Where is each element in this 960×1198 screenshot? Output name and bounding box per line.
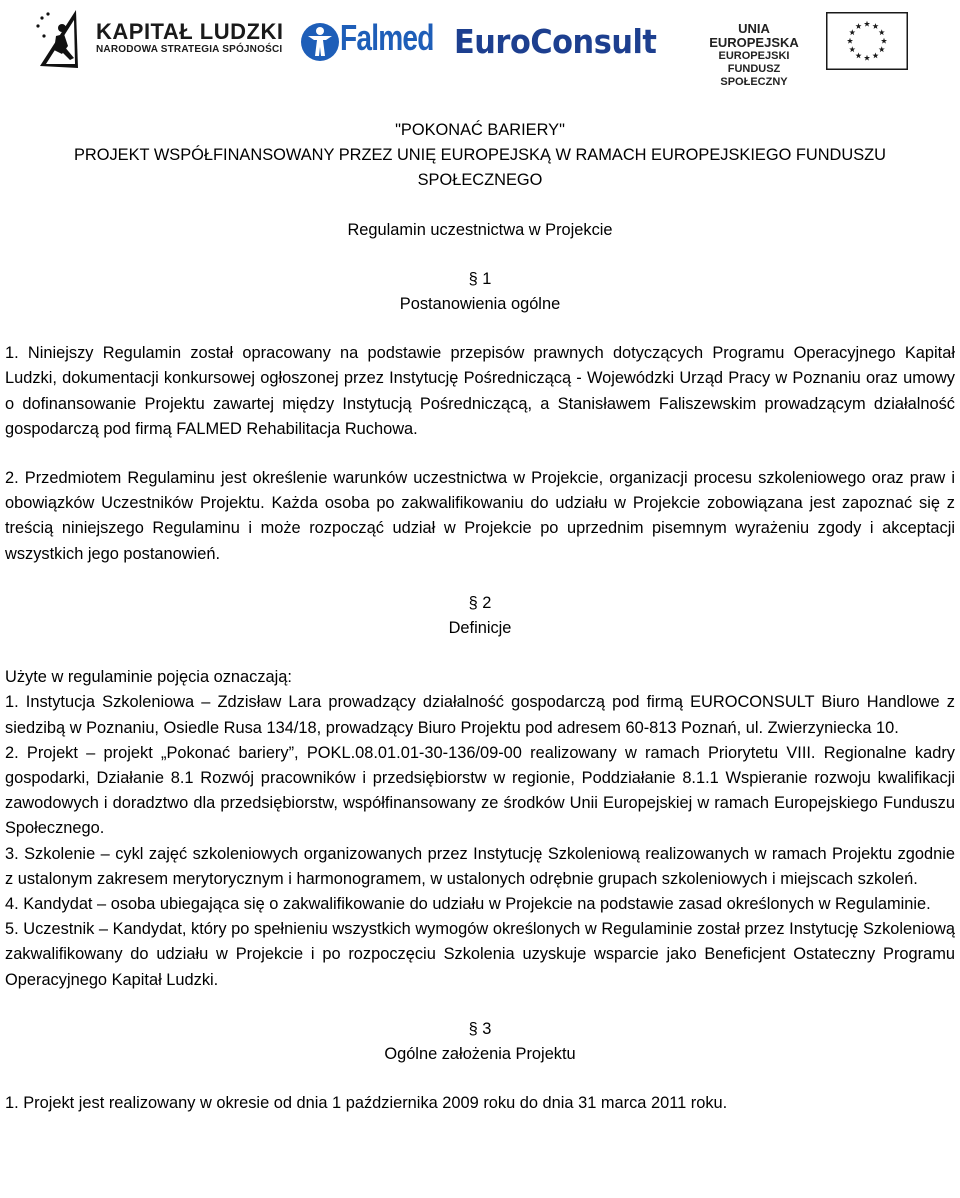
paragraph: 1. Niniejszy Regulamin został opracowany na podstawie przepisów prawnych dotyczących Programu Operacyjnego Kapitał Ludzki, dokumentacji konkursowej ogłoszonej przez Instytucję Pośredniczącą - Wojewódzki Urząd Pracy w Poznaniu oraz umowy o dofinansowanie Projektu zawartej między Instytucją Pośredniczącą, a Stanisławem Faliszewskim prowadzącym działalność gospodarczą pod firmą FALMED Rehabilitacja Ruchowa. bbox=[5, 344, 955, 438]
section-sign: § 1 bbox=[468, 269, 492, 288]
section-1 bbox=[5, 267, 955, 567]
section-sign: § 2 bbox=[468, 593, 492, 612]
kapital-ludzki-subtitle: NARODOWA STRATEGIA SPÓJNOŚCI bbox=[96, 44, 283, 55]
unia-line2: EUROPEJSKI bbox=[718, 50, 790, 62]
unia-line1: UNIA EUROPEJSKA bbox=[709, 21, 799, 50]
definition-item: 5. Uczestnik – Kandydat, który po spełnieniu wszystkich wymogów określonych w Regulaminie został przez Instytucję Szkoleniową zakwalifikowany do udziału w Projekcie i po rozpoczęciu Szkolenia uzyskuje wsparcie jako Beneficjent Ostateczny Programu Operacyjnego Kapitał Ludzki. bbox=[5, 920, 955, 989]
definition-item: 4. Kandydat – osoba ubiegająca się o zakwalifikowanie do udziału w Projekcie na podstawie zasad określonych w Regulaminie. bbox=[5, 895, 931, 914]
definition-item: 1. Instytucja Szkoleniowa – Zdzisław Lara prowadzący działalność gospodarczą pod firmą EUROCONSULT Biuro Handlowe z siedzibą w Poznaniu, Osiedle Rusa 134/18, prowadzący Biuro Projektu pod adresem 60-813 Poznań, ul. Zwierzyniecka 10. bbox=[5, 693, 955, 737]
definition-item: 3. Szkolenie – cykl zajęć szkoleniowych organizowanych przez Instytucję Szkoleniową realizowanych w ramach Projektu zgodnie z ustalonym zakresem merytorycznym i harmonogramem, w ustalonych odrębnie grupach szkoleniowych i miejscach szkoleń. bbox=[5, 844, 955, 888]
falmed-logo bbox=[300, 17, 434, 68]
unia-line3: FUNDUSZ SPOŁECZNY bbox=[720, 63, 788, 88]
euroconsult-logo bbox=[454, 22, 657, 68]
kapital-ludzki-emblem-icon bbox=[34, 6, 90, 74]
kapital-ludzki-logo bbox=[34, 6, 294, 74]
header-block bbox=[5, 118, 955, 243]
paragraph: 2. Przedmiotem Regulaminu jest określenie warunków uczestnictwa w Projekcie, organizacji procesu szkoleniowego oraz praw i obowiązków Uczestników Projektu. Każda osoba po zakwalifikowaniu do udziału w Projekcie zobowiązana jest zapoznać się z treścią niniejszego Regulaminu i może rozpocząć udział w Projekcie po uprzednim pisemnym wyrażeniu zgody i akceptacji wszystkich jego postanowień. bbox=[5, 469, 955, 563]
logo-bar bbox=[0, 0, 960, 88]
section-title: Postanowienia ogólne bbox=[399, 295, 561, 314]
section-2 bbox=[5, 591, 955, 993]
kapital-ludzki-name: KAPITAŁ LUDZKI bbox=[96, 19, 284, 44]
falmed-figure-icon bbox=[300, 20, 340, 64]
unia-europejska-text bbox=[696, 22, 812, 89]
section-title: Ogólne założenia Projektu bbox=[384, 1045, 576, 1064]
definitions-intro: Użyte w regulaminie pojęcia oznaczają: bbox=[5, 668, 292, 687]
kapital-ludzki-wordmark bbox=[96, 20, 283, 56]
document-subtitle-line1: PROJEKT WSPÓŁFINANSOWANY PRZEZ UNIĘ EUROPEJSKĄ W RAMACH EUROPEJSKIEGO FUNDUSZU bbox=[73, 146, 887, 165]
euroconsult-wordmark: EuroConsult bbox=[454, 22, 657, 61]
eu-flag-icon bbox=[826, 12, 908, 70]
document-body bbox=[5, 118, 955, 1117]
section-title: Definicje bbox=[448, 619, 512, 638]
falmed-wordmark: Falmed bbox=[340, 17, 434, 58]
definition-item: 2. Projekt – projekt „Pokonać bariery”, POKL.08.01.01-30-136/09-00 realizowany w ramach Priorytetu VIII. Regionalne kadry gospodarki, Działanie 8.1 Rozwój pracowników i przedsiębiorstw w regionie, Poddziałanie 8.1.1 Wspieranie rozwoju kwalifikacji zawodowych i doradztwo dla przedsiębiorstw, współfinansowany ze środków Unii Europejskiej w ramach Europejskiego Funduszu Społecznego. bbox=[5, 743, 955, 838]
regulation-title: Regulamin uczestnictwa w Projekcie bbox=[347, 220, 613, 239]
section-3 bbox=[5, 1017, 955, 1117]
document-subtitle-line2: SPOŁECZNEGO bbox=[417, 171, 543, 190]
unia-europejska-logo bbox=[696, 12, 916, 88]
document-main-title: "POKONAĆ BARIERY" bbox=[395, 121, 565, 139]
paragraph: 1. Projekt jest realizowany w okresie od dnia 1 października 2009 roku do dnia 31 marca 2011 roku. bbox=[5, 1094, 728, 1113]
section-sign: § 3 bbox=[468, 1019, 492, 1038]
